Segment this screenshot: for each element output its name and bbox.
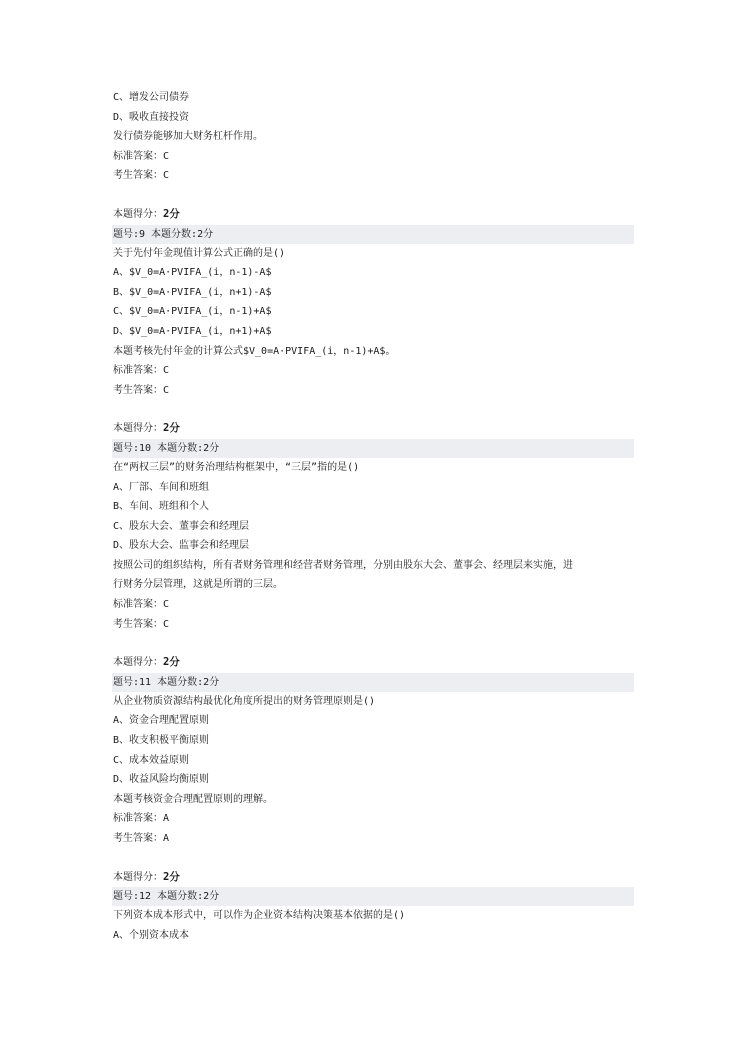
question-text: 从企业物质资源结构最优化角度所提出的财务管理原则是() xyxy=(113,695,376,707)
question-header: 题号:10 本题分数:2分 xyxy=(112,439,634,458)
option-d: D、收益风险均衡原则 xyxy=(113,774,210,786)
option-d: D、$V_0=A·PVIFA_(i，n+1)+A$ xyxy=(113,325,272,337)
score-line xyxy=(113,419,633,439)
question-header: 题号:12 本题分数:2分 xyxy=(112,887,634,906)
student-answer: 考生答案：C xyxy=(113,384,170,396)
score-line xyxy=(113,205,633,225)
explanation: 本题考核资金合理配置原则的理解。 xyxy=(113,793,273,805)
explanation-line-2: 行财务分层管理，这就是所谓的三层。 xyxy=(113,579,283,591)
explanation-line-1: 按照公司的组织结构，所有者财务管理和经营者财务管理，分别由股东大会、董事会、经理层来实施，进 xyxy=(113,559,573,571)
question-block-12 xyxy=(113,868,633,946)
score-value: 2分 xyxy=(163,422,180,435)
question-text: 下列资本成本形式中，可以作为企业资本结构决策基本依据的是() xyxy=(113,910,406,922)
question-block-9 xyxy=(113,205,633,400)
score-value: 2分 xyxy=(163,870,180,883)
option-b: B、$V_0=A·PVIFA_(i，n+1)-A$ xyxy=(113,286,272,298)
question-header: 题号:9 本题分数:2分 xyxy=(112,225,634,244)
standard-answer: 标准答案：C xyxy=(113,150,170,162)
option-a: A、个别资本成本 xyxy=(113,929,190,941)
score-line xyxy=(113,868,633,888)
exam-page xyxy=(113,88,633,945)
option-a: A、资金合理配置原则 xyxy=(113,715,210,727)
question-block-10 xyxy=(113,419,633,634)
score-label: 本题得分： xyxy=(113,423,163,435)
option-c: C、增发公司债券 xyxy=(113,92,190,103)
explanation: 发行债券能够加大财务杠杆作用。 xyxy=(113,131,263,143)
score-label: 本题得分： xyxy=(113,657,163,669)
question-block-11 xyxy=(113,653,633,848)
option-c: C、成本效益原则 xyxy=(113,754,190,766)
option-d: D、股东大会、监事会和经理层 xyxy=(113,540,250,552)
standard-answer: 标准答案：A xyxy=(113,813,170,825)
option-a: A、厂部、车间和班组 xyxy=(113,481,210,493)
student-answer: 考生答案：C xyxy=(113,170,170,182)
option-b: B、车间、班组和个人 xyxy=(113,501,210,513)
option-d: D、吸收直接投资 xyxy=(113,111,190,123)
option-c: C、$V_0=A·PVIFA_(i，n-1)+A$ xyxy=(113,306,272,318)
score-value: 2分 xyxy=(163,207,180,220)
score-line xyxy=(113,653,633,673)
student-answer: 考生答案：A xyxy=(113,833,170,844)
question-text: 在“两权三层”的财务治理结构框架中，“三层”指的是() xyxy=(113,461,360,473)
score-value: 2分 xyxy=(163,656,180,669)
standard-answer: 标准答案：C xyxy=(113,599,170,611)
option-a: A、$V_0=A·PVIFA_(i，n-1)-A$ xyxy=(113,267,272,279)
question-text: 关于先付年金现值计算公式正确的是() xyxy=(113,247,286,259)
previous-question-tail xyxy=(113,88,633,186)
option-c: C、股东大会、董事会和经理层 xyxy=(113,520,250,532)
student-answer: 考生答案：C xyxy=(113,618,170,630)
score-label: 本题得分： xyxy=(113,208,163,220)
question-header: 题号:11 本题分数:2分 xyxy=(112,673,634,692)
score-label: 本题得分： xyxy=(113,871,163,883)
standard-answer: 标准答案：C xyxy=(113,365,170,377)
option-b: B、收支积极平衡原则 xyxy=(113,735,210,747)
explanation: 本题考核先付年金的计算公式$V_0=A·PVIFA_(i，n-1)+A$。 xyxy=(113,345,396,357)
